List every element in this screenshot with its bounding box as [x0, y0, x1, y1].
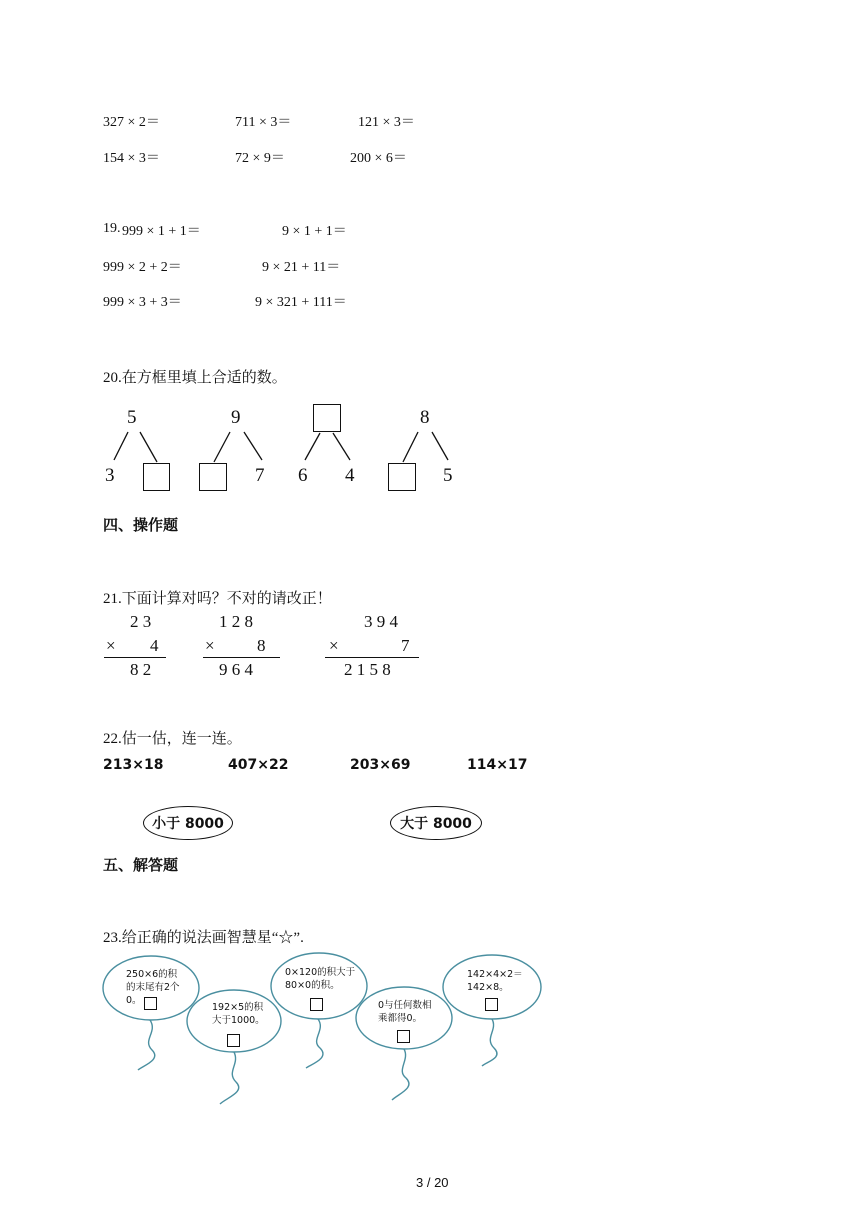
section-heading: 五、解答题: [103, 856, 179, 874]
calc-item: 711 × 3＝: [235, 115, 292, 130]
vertical-multiplier: 7: [401, 636, 410, 655]
vertical-multiplier: 4: [150, 636, 159, 655]
oval-label: 大于 8000: [400, 816, 472, 832]
estimate-expression: 203×69: [350, 757, 411, 773]
estimate-expression: 407×22: [228, 757, 289, 773]
vertical-result: 9 6 4: [219, 660, 253, 679]
oval-label: 小于 8000: [152, 816, 224, 832]
calc-item: 72 × 9＝: [235, 151, 285, 166]
multiply-sign: ×: [329, 636, 339, 655]
vertical-top-number: 1 2 8: [219, 612, 253, 631]
calc-item: 200 × 6＝: [350, 151, 407, 166]
q23-title: 23.给正确的说法画智慧星“☆”.: [103, 930, 304, 946]
tree-right-number: 5: [443, 465, 453, 486]
section-heading: 四、操作题: [103, 516, 179, 534]
estimate-expression: 114×17: [467, 757, 528, 773]
tree-top-number: 5: [127, 407, 137, 428]
vertical-result: 8 2: [130, 660, 152, 679]
star-box[interactable]: [227, 1034, 240, 1047]
vertical-result: 2 1 5 8: [344, 660, 391, 679]
tree-right-number: 7: [255, 465, 265, 486]
vertical-top-number: 2 3: [130, 612, 152, 631]
q19-item: 9 × 21 + 11＝: [262, 260, 341, 275]
vertical-multiplier: 8: [257, 636, 266, 655]
q19-item: 9 × 321 + 111＝: [255, 295, 347, 310]
tree-left-number: 6: [298, 465, 308, 486]
q22-title: 22.估一估，连一连。: [103, 731, 242, 747]
bubble-statement: 192×5的积大于1000。: [212, 1002, 265, 1026]
tree-right-number: 4: [345, 465, 355, 486]
bubble-statement: 250×6的积的末尾有2个0。: [126, 969, 180, 1006]
star-box[interactable]: [397, 1030, 410, 1043]
q19-item: 9 × 1 + 1＝: [282, 224, 347, 239]
q19-item: 999 × 2 + 2＝: [103, 260, 182, 275]
page-number: 3 / 20: [416, 1175, 449, 1190]
q20-title: 20.在方框里填上合适的数。: [103, 370, 287, 386]
star-box[interactable]: [310, 998, 323, 1011]
multiply-sign: ×: [205, 636, 215, 655]
bubble-statement: 142×4×2＝142×8。: [467, 969, 523, 993]
star-box[interactable]: [144, 997, 157, 1010]
tree-top-number: 8: [420, 407, 430, 428]
q19-number: 19.: [103, 221, 121, 236]
multiply-sign: ×: [106, 636, 116, 655]
bubble-statement: 0×120的积大于80×0的积。: [285, 967, 356, 991]
estimate-expression: 213×18: [103, 757, 164, 773]
q19-item: 999 × 3 + 3＝: [103, 295, 182, 310]
vertical-top-number: 3 9 4: [364, 612, 398, 631]
bubble-statement: 0与任何数相乘都得0。: [378, 1000, 432, 1024]
calc-item: 121 × 3＝: [358, 115, 415, 130]
tree-left-number: 3: [105, 465, 115, 486]
calc-item: 154 × 3＝: [103, 151, 160, 166]
q19-item: 999 × 1 + 1＝: [122, 224, 201, 239]
star-box[interactable]: [485, 998, 498, 1011]
q21-title: 21.下面计算对吗？不对的请改正！: [103, 591, 332, 607]
calc-item: 327 × 2＝: [103, 115, 160, 130]
tree-top-number: 9: [231, 407, 241, 428]
